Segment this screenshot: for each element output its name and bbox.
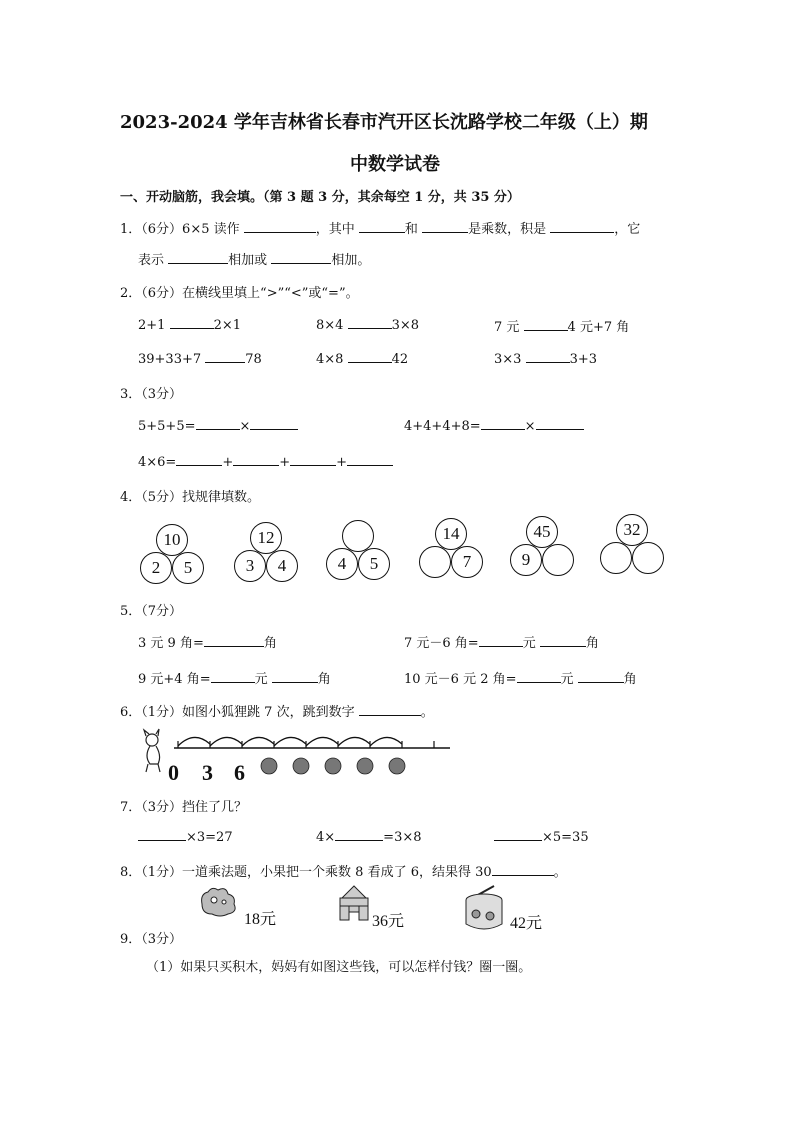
fox-icon	[144, 729, 160, 772]
q5-b-blank1[interactable]	[479, 634, 523, 647]
q2-item-2-blank[interactable]	[348, 316, 392, 329]
q3-a-blank2[interactable]	[250, 417, 298, 430]
q2-number: 2．（6分）	[120, 286, 183, 301]
q4-g3-right: 5	[358, 548, 390, 580]
q3-b-left: 4+4+4+8=	[404, 419, 481, 434]
q3-c-blank4[interactable]	[347, 453, 393, 466]
q3-a-left: 5+5+5=	[138, 419, 196, 434]
q5-item-d	[404, 668, 637, 687]
q2-item-4-blank[interactable]	[205, 350, 245, 363]
question-7	[120, 796, 247, 815]
q4-g5-right[interactable]	[542, 544, 574, 576]
q1-blank-product[interactable]	[550, 220, 614, 233]
q2-item-1	[138, 316, 241, 333]
q3-c-left: 4×6=	[138, 455, 177, 470]
q1-number: 1．（6分）	[120, 222, 183, 237]
q8-blank[interactable]	[492, 863, 554, 876]
q2-item-4-left: 39+33+7	[138, 352, 202, 367]
q6-blank[interactable]	[359, 703, 421, 716]
q3-a-blank1[interactable]	[196, 417, 240, 430]
q7-a-blank[interactable]	[138, 828, 186, 841]
q2-item-3-left: 7 元	[494, 320, 520, 335]
q1-blank-read[interactable]	[244, 220, 316, 233]
q4-g1-left: 2	[140, 552, 172, 584]
q7-c-text: ×5=35	[542, 830, 589, 845]
q2-item-2-left: 8×4	[316, 318, 344, 333]
q1-text-c: 和	[404, 222, 418, 237]
q5-b-unit2: 角	[585, 636, 599, 651]
q3-c-blank2[interactable]	[233, 453, 279, 466]
question-1-line2	[138, 249, 370, 268]
q3-c-plus3: +	[336, 455, 348, 470]
q5-c-blank1[interactable]	[211, 670, 255, 683]
jump-arcs	[178, 737, 402, 746]
q2-item-1-right: 2×1	[213, 318, 242, 333]
q7-number: 7．（3分）	[120, 800, 183, 815]
question-8	[120, 861, 567, 880]
q5-item-c	[138, 668, 331, 687]
section-heading: 一、开动脑筋，我会填。（第 3 题 3 分，其余每空 1 分，共 35 分）	[120, 190, 520, 205]
number-line-figure	[138, 726, 458, 786]
question-5: 5．（7分）	[120, 604, 183, 619]
q2-item-1-blank[interactable]	[170, 316, 214, 329]
q2-item-5-blank[interactable]	[348, 350, 392, 363]
flower-icons	[261, 758, 405, 774]
q4-g1-right: 5	[172, 552, 204, 584]
q5-a-left: 3 元 9 角=	[138, 636, 204, 651]
q6-text: 如图小狐狸跳 7 次，跳到数字	[182, 705, 355, 720]
question-2	[120, 282, 359, 301]
q7-b-right: =3×8	[383, 830, 422, 845]
q4-g6-left[interactable]	[600, 542, 632, 574]
q2-text: 在横线里填上“>”“<”或“=”。	[182, 286, 359, 301]
q1-blank-factor1[interactable]	[359, 220, 405, 233]
q5-c-blank2[interactable]	[272, 670, 318, 683]
q7-a-text: ×3=27	[186, 830, 233, 845]
q5-d-blank1[interactable]	[517, 670, 561, 683]
price-toy: 18元	[244, 911, 277, 928]
q3-b-blank1[interactable]	[481, 417, 525, 430]
q2-item-6-blank[interactable]	[526, 350, 570, 363]
q8-end: 。	[553, 865, 567, 880]
q3-b-times: ×	[524, 419, 536, 434]
q1-blank-meaning2[interactable]	[271, 251, 331, 264]
q2-item-5-left: 4×8	[316, 352, 344, 367]
q4-g2-right: 4	[266, 550, 298, 582]
question-1-line1	[120, 218, 640, 237]
question-9: 9．（3分）	[120, 932, 183, 947]
q1-text-f: 表示	[138, 253, 165, 268]
q4-text: 找规律填数。	[182, 490, 261, 505]
q7-c-blank[interactable]	[494, 828, 542, 841]
q8-text: 一道乘法题，小果把一个乘数 8 看成了 6，结果得 30	[182, 865, 492, 880]
q7-b-blank[interactable]	[335, 828, 383, 841]
q1-blank-factor2[interactable]	[422, 220, 468, 233]
q1-text-g: 相加或	[228, 253, 268, 268]
q2-item-3-right: 4 元+7 角	[567, 320, 630, 335]
q2-item-6-left: 3×3	[494, 352, 522, 367]
q2-item-4-right: 78	[245, 352, 262, 367]
q7-b-left: 4×	[316, 830, 336, 845]
q4-g3-top[interactable]	[342, 520, 374, 552]
q4-number: 4．（5分）	[120, 490, 183, 505]
q8-number: 8．（1分）	[120, 865, 183, 880]
q5-b-unit1: 元	[522, 636, 536, 651]
q5-a-unit: 角	[263, 636, 277, 651]
number-line-label-0: 0	[168, 760, 179, 785]
q4-g4-right: 7	[451, 546, 483, 578]
q5-c-left: 9 元+4 角=	[138, 672, 211, 687]
q1-blank-meaning1[interactable]	[168, 251, 228, 264]
q4-g6-right[interactable]	[632, 542, 664, 574]
q7-item-a	[138, 828, 233, 845]
page-title-line2: 中数学试卷	[350, 154, 440, 175]
q9-sub1: （1）如果只买积木，妈妈有如图这些钱，可以怎样付钱？圈一圈。	[146, 960, 532, 975]
q3-c-blank1[interactable]	[176, 453, 222, 466]
question-6	[120, 701, 434, 720]
q5-d-unit1: 元	[560, 672, 574, 687]
q5-a-blank[interactable]	[204, 634, 264, 647]
q5-c-unit1: 元	[254, 672, 268, 687]
q3-a-times: ×	[239, 419, 251, 434]
q2-item-1-left: 2+1	[138, 318, 166, 333]
q3-item-b	[404, 417, 584, 434]
q4-g2-left: 3	[234, 550, 266, 582]
q4-g1-top: 10	[156, 524, 188, 556]
number-line-label-3: 3	[202, 760, 213, 785]
q2-item-2	[316, 316, 419, 333]
q3-b-blank2[interactable]	[536, 417, 584, 430]
q4-g2-top: 12	[250, 522, 282, 554]
q7-item-b	[316, 828, 422, 845]
q4-g4-top: 14	[435, 518, 467, 550]
q4-g6-top: 32	[616, 514, 648, 546]
number-line-ticks	[178, 741, 434, 748]
q1-text-b: ，其中	[315, 222, 355, 237]
number-line-label-6: 6	[234, 760, 245, 785]
q2-item-3-blank[interactable]	[524, 318, 568, 331]
page-title-line1: 2023-2024 学年吉林省长春市汽开区长沈路学校二年级（上）期	[120, 112, 648, 133]
q4-g4-left[interactable]	[419, 546, 451, 578]
price-blocks: 36元	[372, 913, 405, 930]
q5-item-b	[404, 632, 599, 651]
drum-icon	[460, 884, 508, 936]
q2-item-6-right: 3+3	[569, 352, 598, 367]
q3-c-plus2: +	[279, 455, 291, 470]
q3-c-plus1: +	[222, 455, 234, 470]
q1-text-h: 相加。	[331, 253, 371, 268]
q6-number: 6．（1分）	[120, 705, 183, 720]
q7-text: 挡住了几？	[182, 800, 248, 815]
q2-item-5-right: 42	[391, 352, 409, 367]
price-drum: 42元	[510, 915, 543, 932]
toy-icon	[198, 884, 242, 920]
q2-item-3	[494, 316, 629, 335]
q5-b-left: 7 元－6 角=	[404, 636, 479, 651]
q3-c-blank3[interactable]	[290, 453, 336, 466]
q2-item-6	[494, 350, 597, 367]
q1-text-d: 是乘数，积是	[468, 222, 547, 237]
q1-text-a: 6×5 读作	[182, 222, 240, 237]
blocks-icon	[334, 884, 374, 922]
q5-d-blank2[interactable]	[578, 670, 624, 683]
q5-c-unit2: 角	[317, 672, 331, 687]
q7-item-c	[494, 828, 589, 845]
question-3: 3．（3分）	[120, 387, 183, 402]
q4-g5-left: 9	[510, 544, 542, 576]
q2-item-4	[138, 350, 262, 367]
q5-d-unit2: 角	[623, 672, 637, 687]
q5-item-a	[138, 632, 277, 651]
q4-g5-top: 45	[526, 516, 558, 548]
q2-item-2-right: 3×8	[391, 318, 420, 333]
q5-d-left: 10 元－6 元 2 角=	[404, 672, 517, 687]
q4-g3-left: 4	[326, 548, 358, 580]
question-4	[120, 486, 260, 505]
q6-end: 。	[420, 705, 434, 720]
q3-item-c	[138, 453, 393, 470]
q3-item-a	[138, 417, 298, 434]
q2-item-5	[316, 350, 408, 367]
q1-text-e: ，它	[614, 222, 641, 237]
q5-b-blank2[interactable]	[540, 634, 586, 647]
